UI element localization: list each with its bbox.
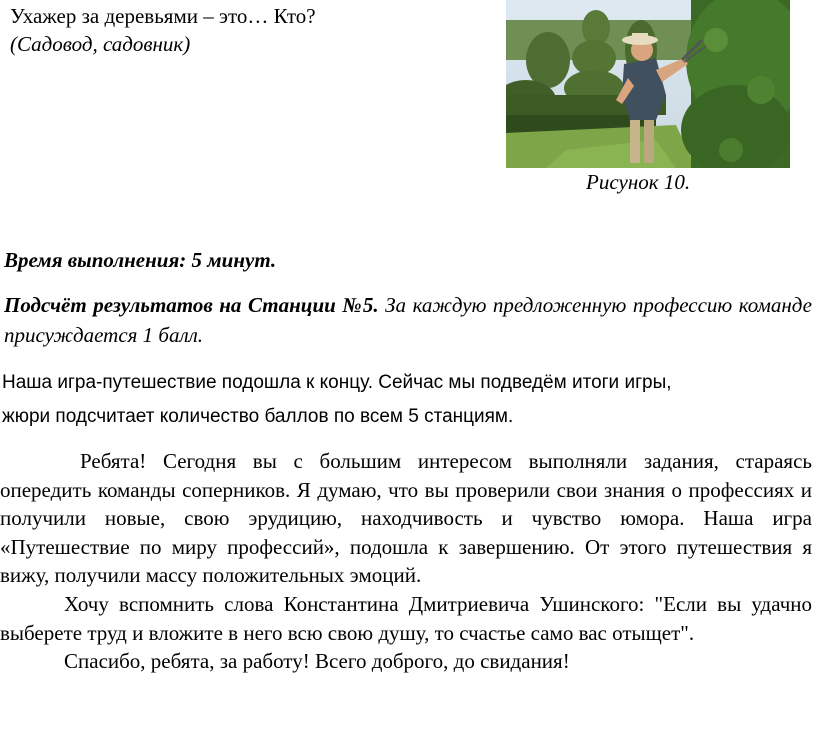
closing-line-1: Наша игра-путешествие подошла к концу. Сейчас мы подведём итоги игры, bbox=[2, 372, 672, 393]
speech-paragraph-1: Ребята! Сегодня вы с большим интересом выполняли задания, стараясь опередить команды соперников. Я думаю, что вы проверили свои знания о профессиях и получили новые, свою эрудицию, находчивость и чувство юмора. Наша игра «Путешествие по миру профессий», подошла к завершению. От этого путешествия я вижу, получили массу положительных эмоций. bbox=[0, 449, 812, 588]
speech-paragraph-2: Хочу вспомнить слова Константина Дмитриевича Ушинского: "Если вы удачно выберете труд и вложите в него всю свою душу, то счастье само вас отыщет". bbox=[0, 591, 812, 645]
gardener-photo bbox=[506, 0, 790, 168]
riddle-answer: (Садовод, садовник) bbox=[10, 32, 191, 56]
gardener-photo-illustration bbox=[506, 0, 790, 168]
scoring-paragraph bbox=[4, 290, 812, 350]
riddle-block bbox=[10, 2, 316, 58]
scoring-text: За каждую предложенную профессию команде присуждается 1 балл. bbox=[4, 293, 813, 347]
time-limit: Время выполнения: 5 минут. bbox=[4, 248, 277, 272]
closing-line-2: жюри подсчитает количество баллов по всем 5 станциям. bbox=[2, 406, 514, 427]
scoring-heading: Подсчёт результатов на Станции №5. bbox=[4, 293, 379, 317]
closing-announcement bbox=[2, 366, 814, 434]
riddle-question: Ухажер за деревьями – это… Кто? bbox=[10, 4, 316, 28]
speech-paragraph-3: Спасибо, ребята, за работу! Всего доброго, до свидания! bbox=[64, 649, 570, 674]
figure-caption: Рисунок 10. bbox=[586, 170, 691, 194]
closing-speech bbox=[0, 447, 812, 676]
